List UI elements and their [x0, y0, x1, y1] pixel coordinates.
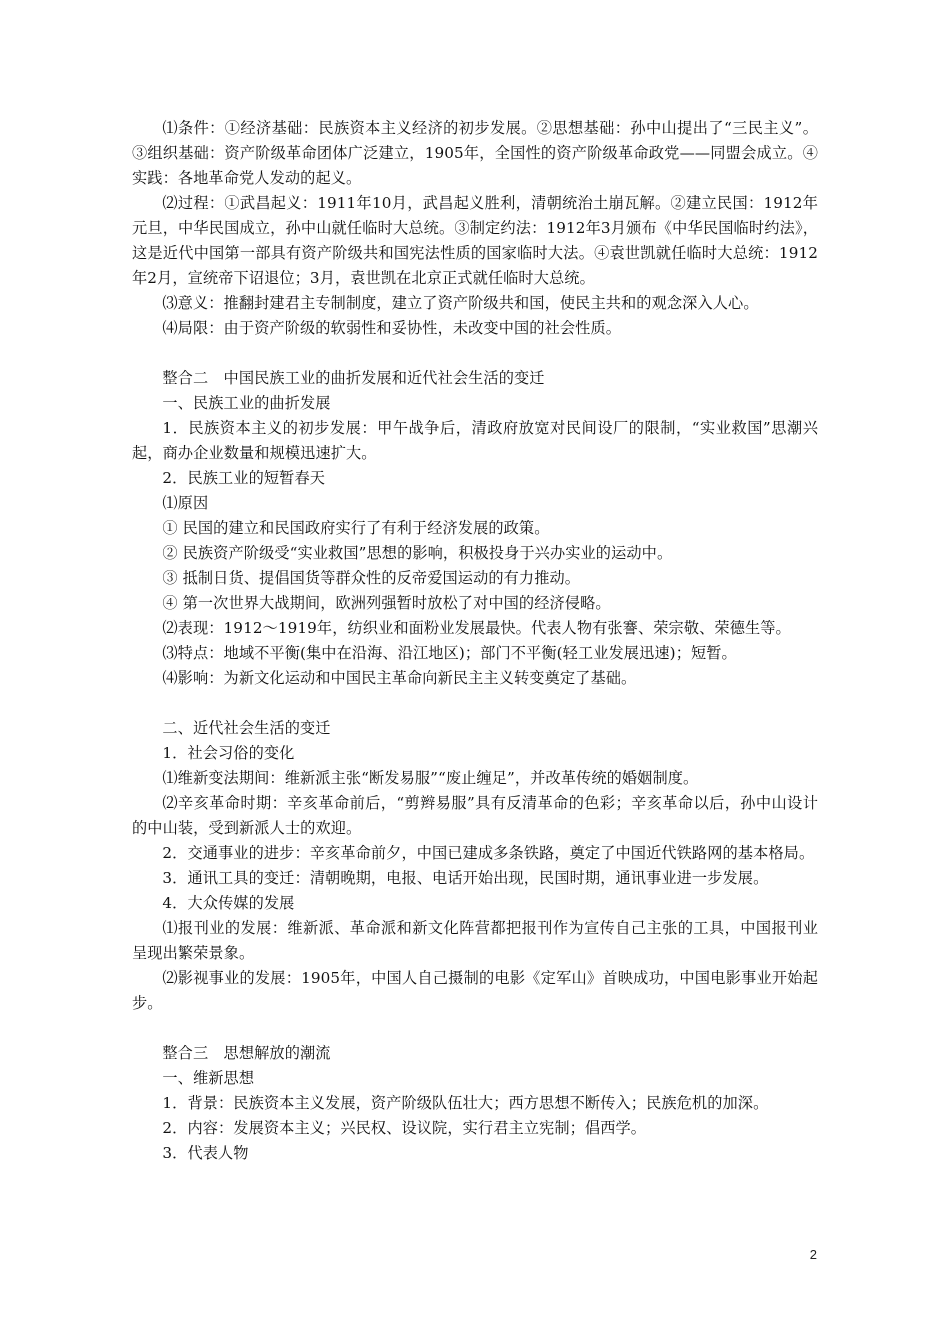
paragraph: 整合三 思想解放的潮流: [162, 1044, 331, 1062]
paragraph: 3．代表人物: [162, 1144, 249, 1162]
paragraph: 整合二 中国民族工业的曲折发展和近代社会生活的变迁: [162, 369, 545, 387]
paragraph: ③ 抵制日货、提倡国货等群众性的反帝爱国运动的有力推动。: [162, 569, 581, 587]
paragraph: ⑵辛亥革命时期：辛亥革命前后，“剪辫易服”具有反清革命的色彩；辛亥革命以后，孙中山设计的中山装，受到新派人士的欢迎。: [132, 794, 818, 837]
paragraph: 二、近代社会生活的变迁: [162, 719, 331, 737]
paragraph: ⑷影响：为新文化运动和中国民主革命向新民主主义转变奠定了基础。: [162, 669, 637, 687]
paragraph: 2．民族工业的短暂春天: [162, 469, 326, 487]
page-number: 2: [809, 1247, 817, 1262]
paragraph: ④ 第一次世界大战期间，欧洲列强暂时放松了对中国的经济侵略。: [162, 594, 611, 612]
paragraph: ⑴维新变法期间：维新派主张“断发易服”“废止缠足”，并改革传统的婚姻制度。: [162, 769, 699, 787]
paragraph: 3．通讯工具的变迁：清朝晚期，电报、电话开始出现，民国时期，通讯事业进一步发展。: [162, 869, 769, 887]
paragraph: 一、维新思想: [162, 1069, 255, 1087]
paragraph: 2．交通事业的进步：辛亥革命前夕，中国已建成多条铁路，奠定了中国近代铁路网的基本格局。: [162, 844, 815, 862]
paragraph: ⑴原因: [162, 494, 209, 512]
paragraph: ⑴条件：①经济基础：民族资本主义经济的初步发展。②思想基础：孙中山提出了“三民主义”。③组织基础：资产阶级革命团体广泛建立，1905年，全国性的资产阶级革命政党——同盟会成立。④实践：各地革命党人发动的起义。: [132, 119, 818, 187]
paragraph: ⑵过程：①武昌起义：1911年10月，武昌起义胜利，清朝统治土崩瓦解。②建立民国：1912年元旦，中华民国成立，孙中山就任临时大总统。③制定约法：1912年3月颁布《中华民国临时约法》，这是近代中国第一部具有资产阶级共和国宪法性质的国家临时大法。④袁世凯就任临时大总统：1912年2月，宣统帝下诏退位；3月，袁世凯在北京正式就任临时大总统。: [132, 194, 818, 287]
paragraph: ② 民族资产阶级受“实业救国”思想的影响，积极投身于兴办实业的运动中。: [162, 544, 673, 562]
paragraph: ⑶意义：推翻封建君主专制制度，建立了资产阶级共和国，使民主共和的观念深入人心。: [162, 294, 759, 312]
paragraph: 1．社会习俗的变化: [162, 744, 295, 762]
document-body: [132, 116, 818, 1166]
paragraph: 一、民族工业的曲折发展: [162, 394, 331, 412]
paragraph: ⑷局限：由于资产阶级的软弱性和妥协性，未改变中国的社会性质。: [162, 319, 622, 337]
paragraph: ⑵影视事业的发展：1905年，中国人自己摄制的电影《定军山》首映成功，中国电影事业开始起步。: [132, 969, 818, 1012]
paragraph: ⑵表现：1912～1919年，纺织业和面粉业发展最快。代表人物有张謇、荣宗敬、荣德生等。: [162, 619, 791, 637]
paragraph: 1．民族资本主义的初步发展：甲午战争后，清政府放宽对民间设厂的限制，“实业救国”思潮兴起，商办企业数量和规模迅速扩大。: [132, 419, 818, 462]
paragraph: ① 民国的建立和民国政府实行了有利于经济发展的政策。: [162, 519, 550, 537]
paragraph: 1．背景：民族资本主义发展，资产阶级队伍壮大；西方思想不断传入；民族危机的加深。: [162, 1094, 769, 1112]
paragraph: 4．大众传媒的发展: [162, 894, 295, 912]
paragraph: ⑶特点：地域不平衡(集中在沿海、沿江地区)；部门不平衡(轻工业发展迅速)；短暂。: [162, 644, 737, 662]
paragraph: ⑴报刊业的发展：维新派、革命派和新文化阵营都把报刊作为宣传自己主张的工具，中国报刊业呈现出繁荣景象。: [132, 919, 818, 962]
paragraph: 2．内容：发展资本主义；兴民权、设议院，实行君主立宪制；倡西学。: [162, 1119, 647, 1137]
